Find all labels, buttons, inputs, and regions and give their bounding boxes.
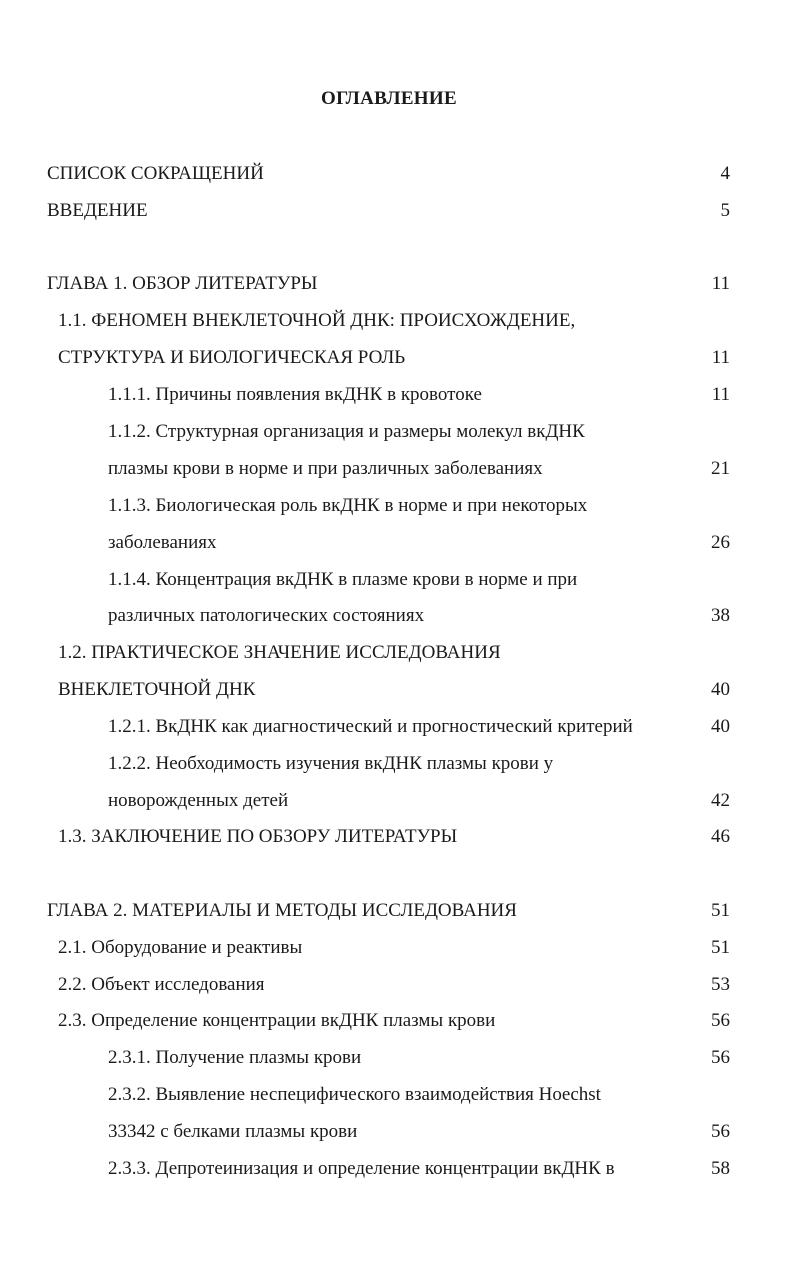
toc-entry-1-1-2[interactable]: 1.1.2. Структурная организация и размеры молекул вкДНК bbox=[108, 421, 585, 442]
toc-entry-1-1[interactable]: 1.1. ФЕНОМЕН ВНЕКЛЕТОЧНОЙ ДНК: ПРОИСХОЖДЕНИЕ, bbox=[58, 310, 576, 331]
toc-entry-1-2-cont[interactable]: ВНЕКЛЕТОЧНОЙ ДНК bbox=[58, 679, 256, 700]
toc-entry-1-2-1[interactable]: 1.2.1. ВкДНК как диагностический и прогностический критерий bbox=[108, 716, 633, 737]
toc-page-number: 38 bbox=[711, 605, 730, 626]
toc-entry-1-1-3[interactable]: 1.1.3. Биологическая роль вкДНК в норме и при некоторых bbox=[108, 495, 588, 516]
toc-entry-1-3[interactable]: 1.3. ЗАКЛЮЧЕНИЕ ПО ОБЗОРУ ЛИТЕРАТУРЫ bbox=[58, 826, 458, 847]
toc-entry-1-1-4[interactable]: 1.1.4. Концентрация вкДНК в плазме крови в норме и при bbox=[108, 569, 578, 590]
toc-page-number: 58 bbox=[711, 1158, 730, 1179]
toc-entry-1-1-1[interactable]: 1.1.1. Причины появления вкДНК в кровотоке bbox=[108, 384, 482, 405]
toc-page-number: 51 bbox=[711, 937, 730, 958]
toc-page-number: 5 bbox=[720, 200, 730, 221]
toc-entry-1-2-2[interactable]: 1.2.2. Необходимость изучения вкДНК плазмы крови у bbox=[108, 753, 554, 774]
toc-entry-chapter-2[interactable]: ГЛАВА 2. МАТЕРИАЛЫ И МЕТОДЫ ИССЛЕДОВАНИЯ bbox=[47, 900, 517, 921]
toc-page-number: 53 bbox=[711, 974, 730, 995]
toc-entry-2-1[interactable]: 2.1. Оборудование и реактивы bbox=[58, 937, 303, 958]
toc-page-number: 11 bbox=[711, 384, 730, 405]
toc-entry-2-3-2-cont[interactable]: 33342 с белками плазмы крови bbox=[108, 1121, 358, 1142]
toc-page-number: 51 bbox=[711, 900, 730, 921]
toc-page-number: 56 bbox=[711, 1010, 730, 1031]
toc-entry-introduction[interactable]: ВВЕДЕНИЕ bbox=[47, 200, 148, 221]
toc-entry-2-2[interactable]: 2.2. Объект исследования bbox=[58, 974, 265, 995]
toc-page-number: 42 bbox=[711, 790, 730, 811]
toc-page-number: 40 bbox=[711, 716, 730, 737]
toc-page-number: 21 bbox=[711, 458, 730, 479]
toc-page-number: 40 bbox=[711, 679, 730, 700]
toc-page-number: 56 bbox=[711, 1047, 730, 1068]
toc-page-number: 11 bbox=[711, 347, 730, 368]
toc-entry-2-3-1[interactable]: 2.3.1. Получение плазмы крови bbox=[108, 1047, 362, 1068]
toc-entry-1-1-4-cont[interactable]: различных патологических состояниях bbox=[108, 605, 425, 626]
toc-entry-2-3[interactable]: 2.3. Определение концентрации вкДНК плазмы крови bbox=[58, 1010, 496, 1031]
toc-entry-1-1-cont[interactable]: СТРУКТУРА И БИОЛОГИЧЕСКАЯ РОЛЬ bbox=[58, 347, 406, 368]
toc-entry-1-2-2-cont[interactable]: новорожденных детей bbox=[108, 790, 289, 811]
toc-entry-2-3-2[interactable]: 2.3.2. Выявление неспецифического взаимодействия Hoechst bbox=[108, 1084, 601, 1105]
toc-entry-1-1-3-cont[interactable]: заболеваниях bbox=[108, 532, 217, 553]
toc-entry-chapter-1[interactable]: ГЛАВА 1. ОБЗОР ЛИТЕРАТУРЫ bbox=[47, 273, 318, 294]
toc-page-number: 56 bbox=[711, 1121, 730, 1142]
toc-page-number: 11 bbox=[711, 273, 730, 294]
toc-entry-2-3-3[interactable]: 2.3.3. Депротеинизация и определение концентрации вкДНК в bbox=[108, 1158, 615, 1179]
toc-page-number: 26 bbox=[711, 532, 730, 553]
toc-entry-abbreviations[interactable]: СПИСОК СОКРАЩЕНИЙ bbox=[47, 163, 264, 184]
toc-page-number: 4 bbox=[720, 163, 730, 184]
toc-entry-1-2[interactable]: 1.2. ПРАКТИЧЕСКОЕ ЗНАЧЕНИЕ ИССЛЕДОВАНИЯ bbox=[58, 642, 501, 663]
toc-entry-1-1-2-cont[interactable]: плазмы крови в норме и при различных заболеваниях bbox=[108, 458, 543, 479]
toc-page-number: 46 bbox=[711, 826, 730, 847]
page-title: ОГЛАВЛЕНИЕ bbox=[321, 88, 457, 109]
